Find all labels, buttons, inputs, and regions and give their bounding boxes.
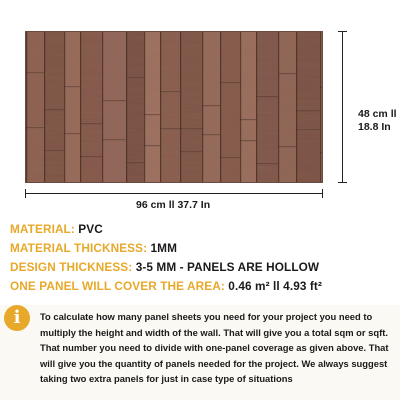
spec-material-value: PVC	[74, 222, 103, 236]
wood-plank-seam	[26, 32, 27, 183]
wood-panel-image	[25, 31, 323, 183]
spec-panel-coverage-value: 0.46 m² ll 4.93 ft²	[224, 279, 322, 293]
spec-panel-coverage-label: ONE PANEL WILL COVER THE AREA:	[10, 279, 225, 293]
info-icon: i	[4, 305, 30, 331]
height-dimension-tick-top	[338, 31, 347, 32]
spec-panel-coverage	[10, 279, 322, 293]
height-label-cm: 48 cm ll	[358, 108, 397, 120]
spec-design-thickness	[10, 260, 319, 274]
width-dimension-tick-right	[322, 189, 323, 198]
height-dimension-label	[358, 108, 397, 134]
wood-plank-seam	[202, 32, 203, 183]
wood-plank-seam	[64, 32, 65, 183]
wood-plank-seam	[80, 32, 81, 183]
wood-plank-seam	[102, 32, 103, 183]
spec-material-label: MATERIAL:	[10, 222, 75, 236]
wood-plank-seam	[44, 32, 45, 183]
wood-plank-seam	[180, 32, 181, 183]
wood-plank-seam	[126, 32, 127, 183]
spec-design-thickness-label: DESIGN THICKNESS:	[10, 260, 133, 274]
wood-plank-seam	[160, 32, 161, 183]
width-dimension-line	[25, 193, 323, 194]
spec-material	[10, 222, 103, 236]
info-text: To calculate how many panel sheets you need for your project you need to multiply the height and width of the wall. That will give you a total sqm or sqft. That number you need to divide with one-panel coverage as given above. That will give you the quantity of panels needed for the project. We always suggest taking two extra panels for just in case type of situations	[40, 311, 389, 384]
height-dimension-tick-bottom	[338, 182, 347, 183]
spec-material-thickness	[10, 241, 177, 255]
wood-plank-seam	[256, 32, 257, 183]
wood-plank-seam	[240, 32, 241, 183]
height-label-in: 18.8 In	[358, 121, 391, 133]
height-dimension-line	[342, 31, 343, 183]
spec-material-thickness-value: 1MM	[147, 241, 178, 255]
wood-plank-seam	[296, 32, 297, 183]
wood-plank-seam	[320, 32, 321, 183]
wood-plank-seam	[144, 32, 145, 183]
wood-plank-seam	[220, 32, 221, 183]
spec-design-thickness-value: 3-5 MM - PANELS ARE HOLLOW	[132, 260, 320, 274]
wood-plank-seam	[278, 32, 279, 183]
width-dimension-tick-left	[25, 189, 26, 198]
spec-material-thickness-label: MATERIAL THICKNESS:	[10, 241, 148, 255]
width-dimension-label: 96 cm ll 37.7 In	[136, 199, 211, 211]
